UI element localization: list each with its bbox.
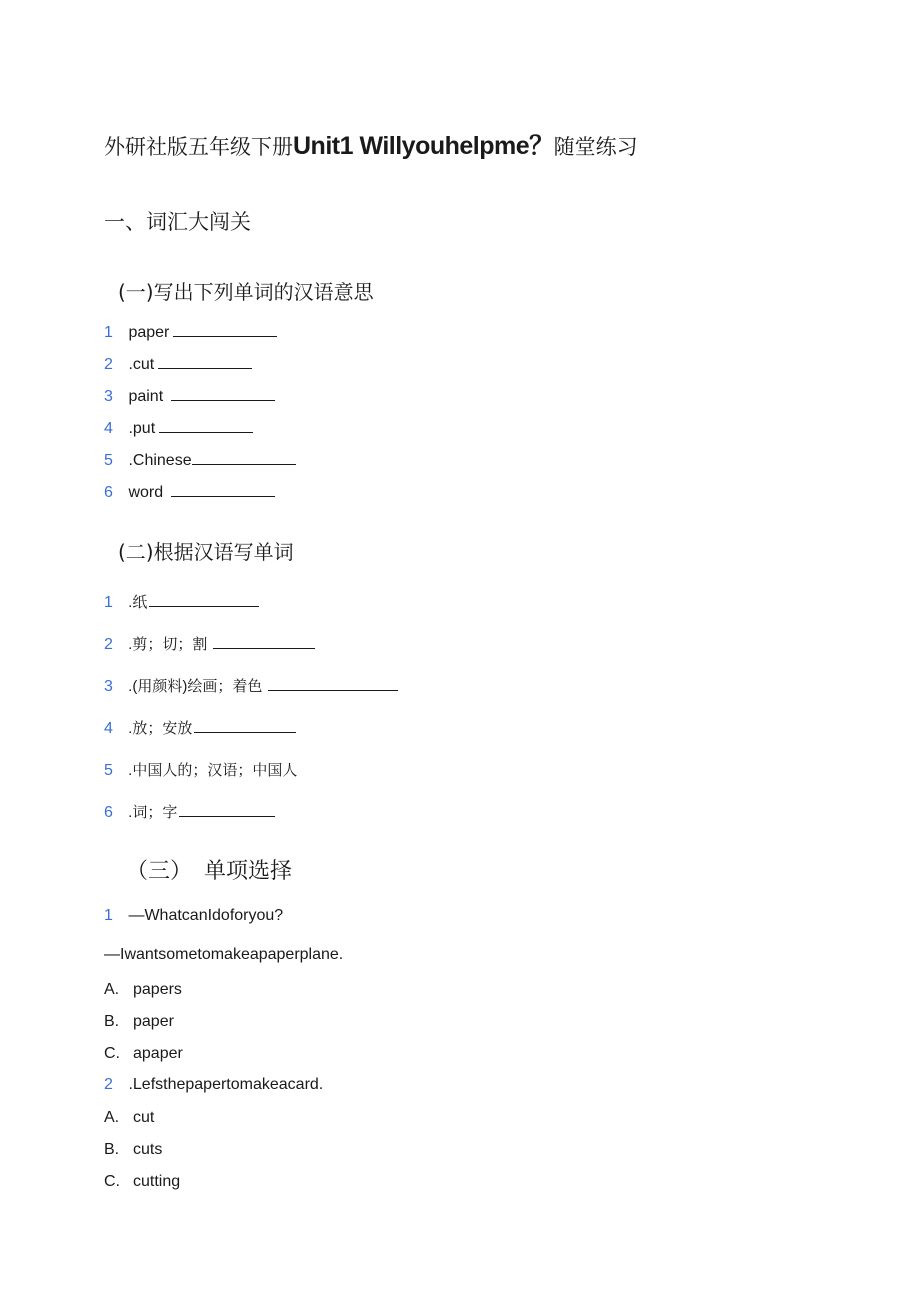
option-a[interactable] [104, 981, 182, 999]
question-1-reply: —Iwantsometomakeapaperplane. [104, 946, 344, 963]
option-c[interactable] [104, 1173, 180, 1191]
answer-blank[interactable] [159, 418, 253, 433]
item-number: 3 [104, 678, 113, 695]
item-meaning: .(用颜料)绘画；着色 [124, 678, 263, 695]
part1-item [104, 450, 296, 470]
item-number: 2 [104, 356, 113, 373]
item-word: .Chinese [124, 452, 192, 469]
question-number: 1 [104, 907, 113, 924]
option-text: papers [133, 981, 182, 998]
question-number: 2 [104, 1076, 113, 1093]
item-number: 4 [104, 420, 113, 437]
item-word: word [124, 484, 164, 501]
option-text: cuts [133, 1141, 163, 1158]
part1-item [104, 322, 277, 342]
item-word: paint [124, 388, 164, 405]
part1-item [104, 418, 253, 438]
item-number: 6 [104, 804, 113, 821]
option-b[interactable] [104, 1141, 162, 1159]
question-2 [104, 1076, 323, 1094]
option-letter: B. [104, 1013, 120, 1030]
item-number: 1 [104, 594, 113, 611]
part2-item [104, 633, 315, 654]
item-number: 6 [104, 484, 113, 501]
answer-blank[interactable] [194, 718, 296, 733]
item-number: 2 [104, 636, 113, 653]
question-1 [104, 907, 283, 925]
item-meaning: .纸 [124, 594, 148, 611]
option-c[interactable] [104, 1045, 183, 1063]
item-meaning: .词；字 [124, 804, 178, 821]
item-meaning: .中国人的；汉语；中国人 [124, 762, 298, 779]
answer-blank[interactable] [268, 676, 398, 691]
answer-blank[interactable] [158, 354, 252, 369]
option-text: paper [133, 1013, 174, 1030]
item-number: 1 [104, 324, 113, 341]
part1-item [104, 482, 275, 502]
title-suffix: 随堂练习 [553, 135, 638, 159]
item-number: 5 [104, 762, 113, 779]
answer-blank[interactable] [171, 482, 275, 497]
item-word: .cut [124, 356, 155, 373]
item-word: paper [124, 324, 170, 341]
question-line: .Lefsthepapertomakeacard. [124, 1076, 324, 1093]
part3-heading-text: 单项选择 [204, 859, 293, 884]
part2-item [104, 759, 297, 780]
section-heading-vocabulary: 一、词汇大闯关 [104, 210, 251, 234]
option-a[interactable] [104, 1109, 154, 1127]
option-text: cut [133, 1109, 155, 1126]
answer-blank[interactable] [173, 322, 277, 337]
answer-blank[interactable] [213, 634, 315, 649]
option-letter: A. [104, 981, 120, 998]
answer-blank[interactable] [179, 802, 275, 817]
part2-item [104, 675, 398, 696]
part2-item [104, 591, 259, 612]
title-prefix: 外研社版五年级下册 [104, 135, 293, 159]
option-letter: C. [104, 1045, 120, 1062]
option-text: apaper [133, 1045, 183, 1062]
part1-item [104, 386, 275, 406]
option-letter: A. [104, 1109, 120, 1126]
option-b[interactable] [104, 1013, 174, 1031]
option-letter: C. [104, 1173, 120, 1190]
option-letter: B. [104, 1141, 120, 1158]
option-text: cutting [133, 1173, 181, 1190]
item-number: 5 [104, 452, 113, 469]
answer-blank[interactable] [192, 450, 296, 465]
part1-item [104, 354, 252, 374]
part3-heading [126, 854, 292, 885]
answer-blank[interactable] [171, 386, 275, 401]
part2-heading: (二)根据汉语写单词 [118, 540, 294, 564]
page-title [104, 126, 638, 162]
question-line: —WhatcanIdoforyou? [124, 907, 284, 924]
item-meaning: .放；安放 [124, 720, 193, 737]
title-unit: Unit1 Willyouhelpme？ [293, 132, 554, 160]
item-number: 3 [104, 388, 113, 405]
part2-item [104, 717, 296, 738]
item-meaning: .剪；切；割 [124, 636, 208, 653]
part3-heading-number: （三） [126, 859, 193, 884]
item-word: .put [124, 420, 156, 437]
answer-blank[interactable] [149, 592, 259, 607]
item-number: 4 [104, 720, 113, 737]
part1-heading: (一)写出下列单词的汉语意思 [118, 280, 374, 304]
part2-item [104, 801, 275, 822]
